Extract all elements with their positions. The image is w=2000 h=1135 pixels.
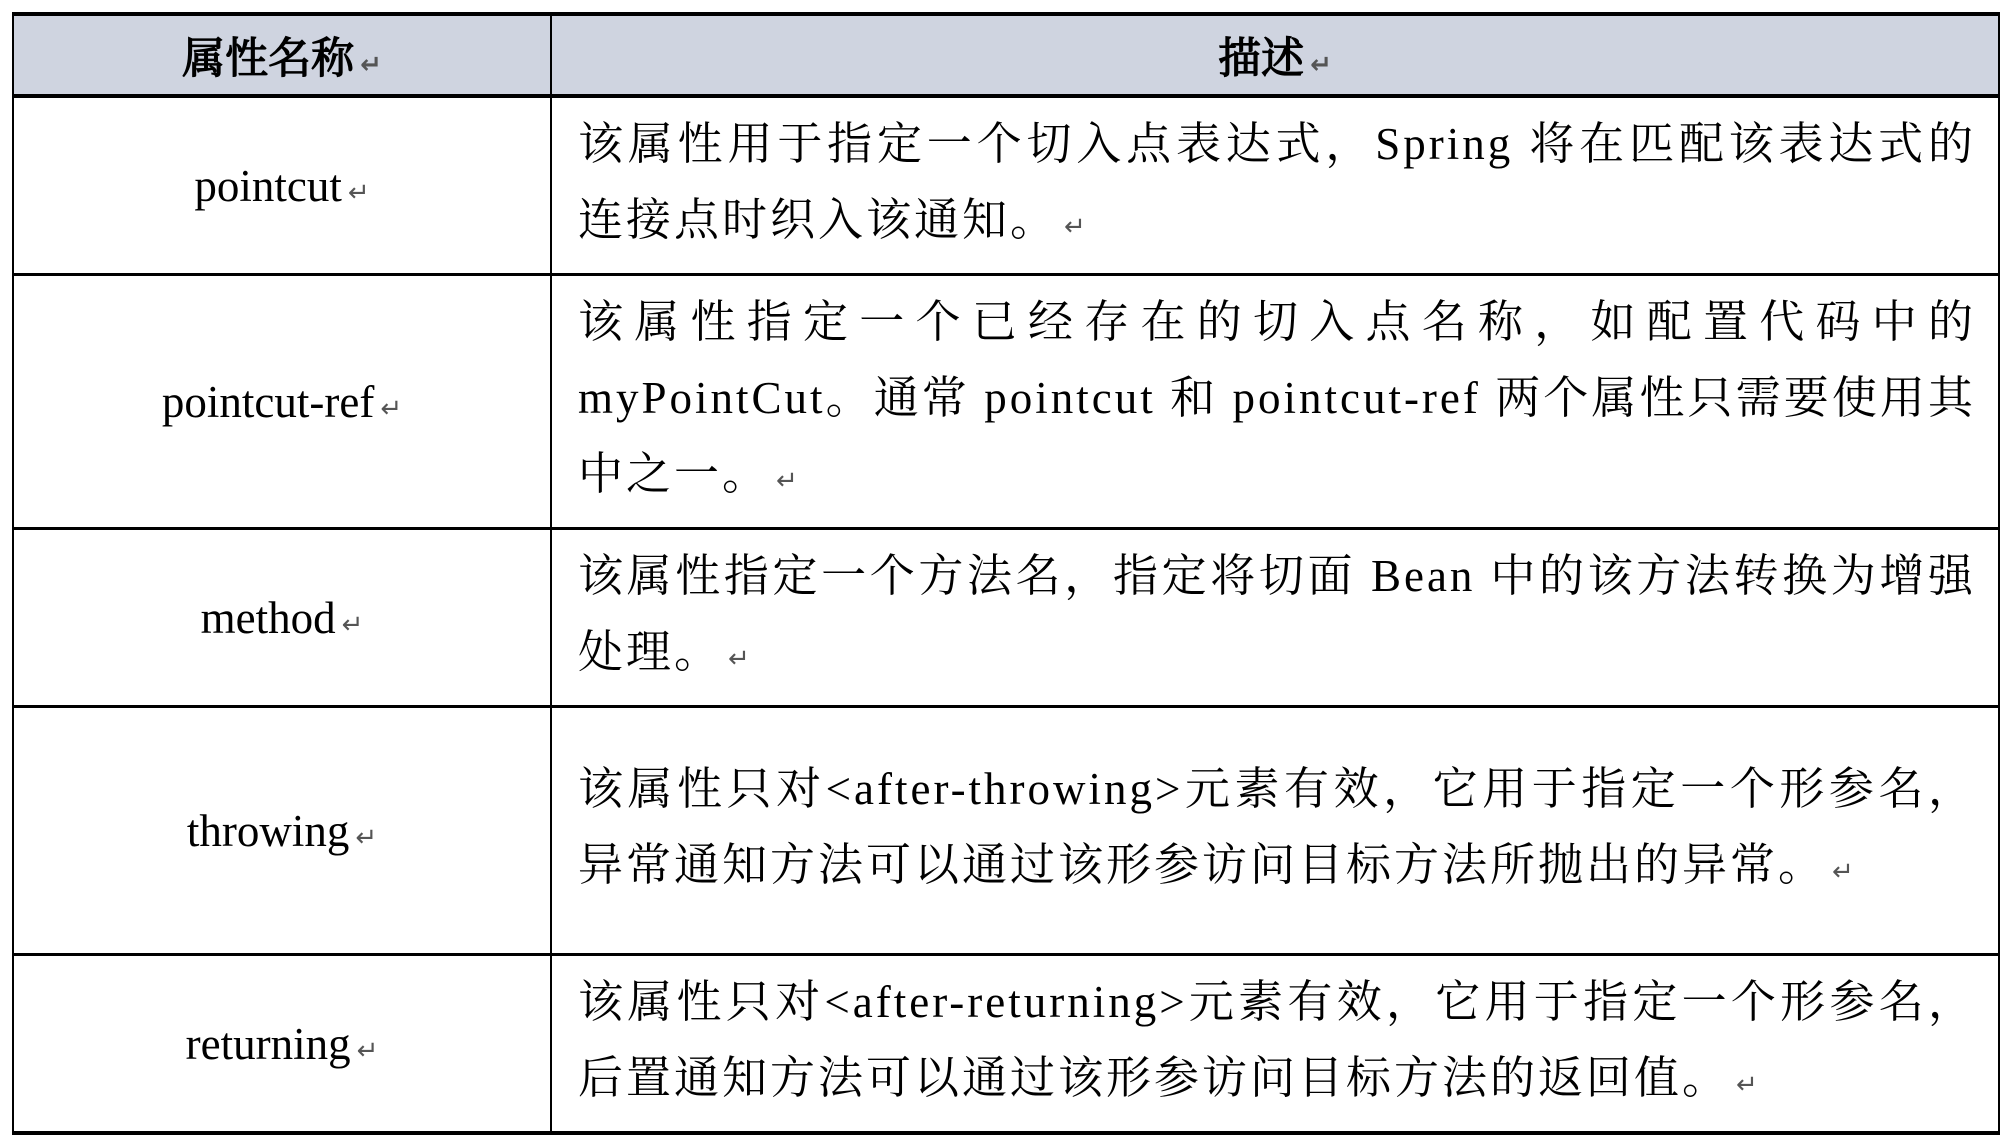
paragraph-mark-icon: ↵ [355, 822, 378, 853]
paragraph-mark-icon: ↵ [1064, 212, 1089, 242]
attribute-description: 该属性指定一个方法名，指定将切面 Bean 中的该方法转换为增强处理。 [578, 551, 1976, 677]
attribute-name-cell [13, 955, 551, 1134]
header-description [551, 14, 1999, 96]
header-name-label: 属性名称 [182, 33, 355, 84]
paragraph-mark-icon: ↵ [341, 609, 364, 640]
table-row [13, 96, 1999, 275]
attribute-description-cell [551, 707, 1999, 955]
table-row [13, 275, 1999, 529]
header-desc-label: 描述 [1218, 33, 1305, 84]
paragraph-mark-icon: ↵ [360, 49, 382, 80]
paragraph-mark-icon: ↵ [776, 466, 801, 496]
table-row [13, 955, 1999, 1134]
paragraph-mark-icon: ↵ [1736, 1070, 1761, 1100]
attribute-name-cell [13, 275, 551, 529]
attribute-description: 该属性用于指定一个切入点表达式，Spring 将在匹配该表达式的连接点时织入该通知。 [578, 119, 1976, 245]
table-row [13, 529, 1999, 707]
attribute-name: method [200, 592, 336, 643]
attribute-name-cell [13, 96, 551, 275]
paragraph-mark-icon: ↵ [347, 177, 370, 208]
attribute-description: 该属性指定一个已经存在的切入点名称，如配置代码中的 myPointCut。通常 pointcut 和 pointcut-ref 两个属性只需要使用其中之一。 [578, 297, 1976, 499]
table-row [13, 707, 1999, 955]
table-header-row [13, 14, 1999, 96]
paragraph-mark-icon: ↵ [1832, 857, 1857, 887]
attribute-name: throwing [186, 805, 350, 856]
attribute-description-cell [551, 96, 1999, 275]
attribute-description: 该属性只对<after-throwing>元素有效，它用于指定一个形参名，异常通知方法可以通过该形参访问目标方法所抛出的异常。 [578, 764, 1976, 890]
attribute-table [12, 12, 2000, 1135]
attribute-description-cell [551, 275, 1999, 529]
paragraph-mark-icon: ↵ [356, 1035, 379, 1066]
paragraph-mark-icon: ↵ [380, 393, 403, 424]
attribute-description-cell [551, 955, 1999, 1134]
paragraph-mark-icon: ↵ [728, 644, 753, 674]
attribute-name: returning [185, 1018, 351, 1069]
attribute-name-cell [13, 707, 551, 955]
attribute-description: 该属性只对<after-returning>元素有效，它用于指定一个形参名，后置通知方法可以通过该形参访问目标方法的返回值。 [578, 977, 1976, 1103]
attribute-name: pointcut [194, 160, 342, 211]
paragraph-mark-icon: ↵ [1310, 49, 1332, 80]
attribute-name-cell [13, 529, 551, 707]
attribute-description-cell [551, 529, 1999, 707]
attribute-name: pointcut-ref [161, 376, 375, 427]
header-attribute-name [13, 14, 551, 96]
